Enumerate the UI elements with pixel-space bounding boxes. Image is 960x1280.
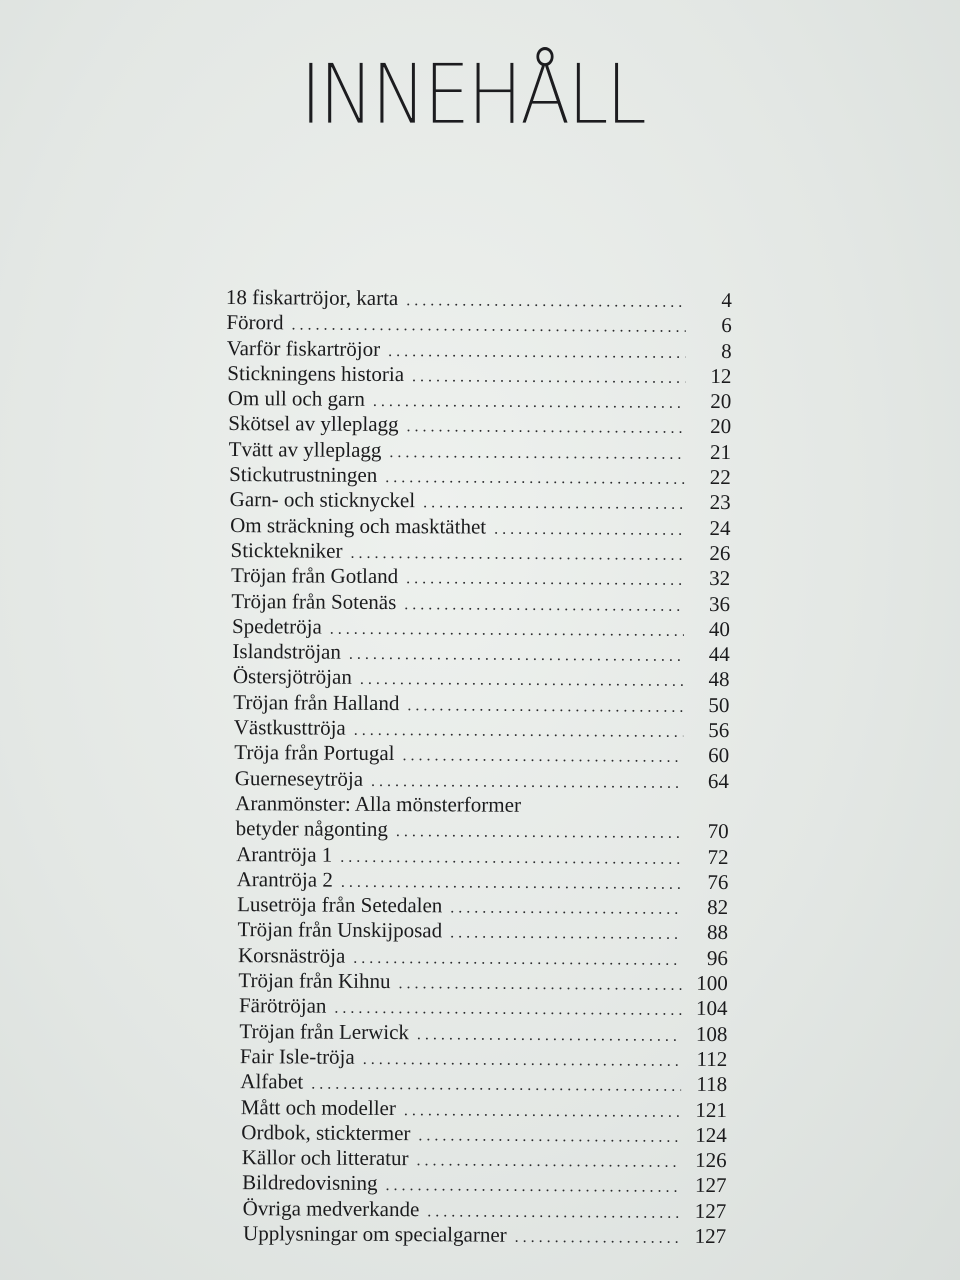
toc-entry-page: 26	[709, 540, 731, 566]
toc-entry	[223, 690, 729, 718]
toc-entry	[223, 715, 729, 743]
toc-dot-leader	[350, 541, 684, 568]
toc-entry-title: Om ull och garn	[227, 386, 365, 412]
toc-entry-title: Tvätt av ylleplagg	[228, 436, 382, 462]
toc-entry-page: 24	[709, 515, 731, 540]
toc-entry-page: 104	[696, 996, 728, 1021]
page-title: INNEHÅLL	[300, 46, 645, 144]
toc-dot-leader	[385, 465, 685, 492]
toc-entry	[220, 1196, 726, 1224]
toc-entry-page: 118	[696, 1072, 728, 1097]
toc-entry	[225, 487, 731, 515]
toc-entry-page: 21	[709, 439, 732, 464]
toc-entry-title: Arantröja 1	[236, 841, 333, 867]
toc-entry-title: Varför fiskartröjor	[226, 335, 381, 361]
toc-entry-title: Om sträckning och masktäthet	[230, 512, 487, 539]
toc-entry	[221, 1145, 727, 1173]
toc-entry	[224, 513, 730, 541]
toc-entry	[221, 1069, 727, 1097]
toc-entry	[222, 968, 728, 996]
toc-entry	[220, 1221, 726, 1249]
toc-entry-title: Skötsel av ylleplagg	[228, 411, 399, 437]
toc-entry	[226, 336, 732, 364]
toc-entry-page: 72	[707, 844, 729, 869]
toc-entry-page: 22	[709, 465, 731, 490]
toc-entry	[222, 842, 728, 870]
toc-entry	[221, 1019, 727, 1047]
toc-entry-page: 100	[696, 970, 728, 996]
toc-entry-title: Spedetröja	[231, 613, 322, 639]
toc-entry-page: 70	[707, 819, 729, 844]
toc-dot-leader	[406, 566, 684, 593]
toc-entry-page: 50	[708, 692, 730, 717]
toc-dot-leader	[406, 415, 685, 442]
toc-entry-page: 82	[707, 895, 729, 920]
toc-entry-title: Islandströjan	[232, 639, 342, 664]
toc-entry	[224, 639, 730, 667]
toc-entry-page: 126	[695, 1147, 727, 1173]
toc-dot-leader	[450, 921, 682, 948]
toc-dot-leader	[385, 1173, 680, 1200]
toc-entry	[220, 1170, 726, 1198]
toc-dot-leader	[349, 642, 684, 669]
toc-entry-page: 127	[694, 1173, 727, 1198]
toc-entry	[223, 740, 729, 768]
toc-dot-leader	[404, 592, 684, 619]
toc-entry-page: 127	[694, 1223, 727, 1249]
toc-entry-title: Aranmönster: Alla mönsterformer	[235, 791, 522, 817]
toc-entry	[224, 664, 730, 692]
toc-entry	[221, 1120, 727, 1148]
toc-entry-title: 18 fiskartröjor, karta	[225, 285, 399, 311]
toc-entry	[222, 892, 728, 920]
toc-dot-leader	[360, 667, 684, 694]
toc-entry	[222, 943, 728, 971]
toc-entry-page: 23	[709, 490, 731, 515]
toc-entry-title: Arantröja 2	[236, 866, 333, 892]
toc-entry-page: 32	[709, 566, 731, 591]
toc-dot-leader	[402, 743, 683, 770]
toc-entry	[224, 614, 730, 642]
toc-entry	[225, 411, 731, 439]
toc-entry	[223, 816, 729, 844]
toc-entry-page: 60	[708, 743, 730, 768]
toc-dot-leader	[404, 1098, 681, 1125]
toc-entry-title: Västkusttröja	[233, 715, 346, 740]
toc-entry	[221, 1094, 727, 1122]
toc-entry	[225, 386, 731, 414]
toc-dot-leader	[450, 896, 682, 923]
toc-entry-title: Övriga medverkande	[242, 1195, 420, 1221]
toc-dot-leader	[396, 819, 683, 846]
toc-dot-leader	[388, 339, 686, 366]
toc-entry-page: 12	[710, 363, 732, 388]
toc-entry-page: 56	[708, 718, 730, 743]
toc-entry-page: 40	[708, 616, 730, 641]
toc-entry-title: Tröjan från Halland	[233, 689, 400, 715]
toc-entry-title: Upplysningar om specialgarner	[243, 1221, 507, 1247]
toc-entry-page: 76	[707, 869, 729, 894]
toc-dot-leader	[398, 971, 681, 998]
toc-entry-title: betyder någonting	[235, 816, 388, 842]
toc-entry	[225, 437, 731, 465]
toc-entry-page: 127	[694, 1198, 727, 1223]
toc-dot-leader	[416, 1148, 680, 1175]
toc-entry-page: 108	[695, 1021, 728, 1046]
toc-entry-title: Mått och modeller	[240, 1094, 396, 1120]
toc-dot-leader	[418, 1123, 681, 1150]
toc-entry-title: Tröjan från Kihnu	[238, 968, 391, 994]
toc-dot-leader	[389, 440, 685, 467]
toc-entry-title: Bildredovisning	[242, 1170, 378, 1196]
toc-entry	[222, 993, 728, 1021]
toc-dot-leader	[373, 389, 686, 416]
toc-entry-page: 121	[695, 1097, 728, 1122]
toc-entry-page: 112	[696, 1046, 728, 1071]
toc-entry	[226, 310, 732, 338]
toc-dot-leader	[353, 946, 682, 973]
toc-entry-page: 4	[721, 288, 732, 313]
toc-dot-leader	[494, 516, 685, 542]
toc-dot-leader	[363, 1047, 682, 1074]
toc-entry-page: 20	[710, 414, 732, 439]
toc-entry	[225, 462, 731, 490]
toc-dot-leader	[407, 693, 683, 720]
toc-dot-leader	[340, 844, 682, 871]
toc-entry	[224, 563, 730, 591]
toc-entry-title: Stickningens historia	[227, 360, 405, 386]
toc-entry-title: Tröjan från Lerwick	[239, 1018, 410, 1044]
toc-entry-title: Korsnäströja	[237, 942, 346, 968]
toc-entry	[222, 917, 728, 945]
toc-entry-title: Tröjan från Gotland	[230, 563, 399, 589]
toc-entry-title: Stickutrustningen	[229, 462, 378, 488]
toc-dot-leader	[412, 364, 686, 391]
toc-entry-title: Källor och litteratur	[241, 1145, 409, 1171]
toc-entry	[224, 538, 730, 566]
toc-entry-title: Förord	[226, 310, 284, 335]
toc-entry-page: 44	[708, 642, 730, 667]
toc-entry-title: Garn- och sticknyckel	[229, 487, 416, 513]
toc-entry	[223, 766, 729, 794]
toc-entry	[224, 589, 730, 617]
toc-dot-leader	[417, 1022, 682, 1049]
toc-entry-page: 64	[707, 768, 730, 793]
toc-entry-page: 88	[706, 920, 729, 945]
toc-entry-title: Alfabet	[240, 1069, 304, 1094]
toc-dot-leader	[515, 1225, 681, 1251]
toc-entry	[222, 867, 728, 895]
toc-entry-page: 36	[708, 591, 731, 616]
toc-entry-title: Tröjan från Unskijposad	[237, 917, 443, 943]
toc-dot-leader	[330, 617, 684, 644]
toc-entry-page: 20	[710, 389, 732, 414]
toc-entry	[226, 285, 732, 313]
toc-entry-title: Färötröjan	[238, 993, 327, 1018]
toc-entry-title: Fair Isle-tröja	[239, 1044, 355, 1069]
toc-entry-title: Lusetröja från Setedalen	[237, 892, 443, 918]
toc-entry-page: 96	[706, 945, 728, 970]
toc-entry-title: Tröjan från Sotenäs	[231, 588, 397, 614]
toc-entry-page: 8	[721, 338, 732, 363]
toc-entry-page: 48	[708, 667, 730, 692]
toc-entry	[221, 1044, 727, 1072]
table-of-contents	[220, 285, 732, 1249]
toc-entry-title: Tröja från Portugal	[234, 740, 395, 766]
toc-entry-page: 6	[721, 313, 732, 338]
toc-entry	[225, 361, 731, 389]
toc-entry-title: Sticktekniker	[230, 538, 343, 563]
toc-dot-leader	[354, 718, 684, 745]
toc-entry-title: Guerneseytröja	[234, 765, 364, 791]
toc-entry-title: Ordbok, sticktermer	[241, 1119, 411, 1145]
toc-dot-leader	[406, 288, 686, 315]
toc-entry-page: 124	[695, 1122, 727, 1147]
toc-entry-title: Östersjötröjan	[232, 664, 352, 690]
